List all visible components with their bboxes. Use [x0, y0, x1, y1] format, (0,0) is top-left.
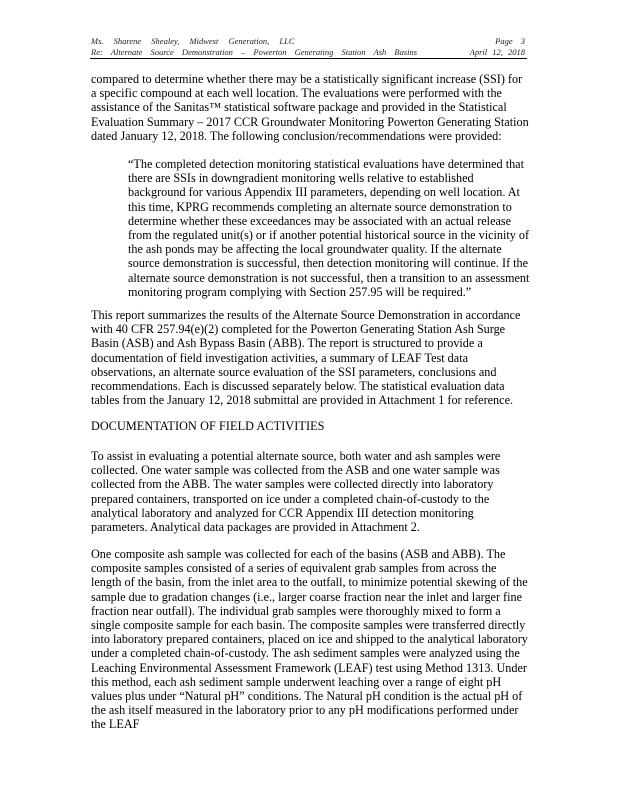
header-divider — [90, 58, 527, 59]
field-activities-paragraph: To assist in evaluating a potential alternate source, both water and ash samples were collected. One water sample was collected from the ASB and one water sample was collected from the ABB. The water samples were collected directly into laboratory prepared containers, transported on ice under a completed chain-of-custody to the analytical laboratory and analyzed for CCR Appendix III detection monitoring parameters. Analytical data packages are provided in Attachment 2. — [91, 449, 501, 535]
header-subject: Re: Alternate Source Demonstration – Powerton Generating Station Ash Basins — [91, 47, 418, 57]
section-heading-field-activities: DOCUMENTATION OF FIELD ACTIVITIES — [91, 419, 325, 433]
header-page-number: Page 3 — [495, 36, 525, 46]
intro-paragraph: compared to determine whether there may be a statistically significant increase (SSI) for a specific compound at each well location. The evaluations were performed with the assistance of the Sanitas™ statistical software package and provided in the Statistical Evaluation Summary – 2017 CCR Groundwater Monitoring Powerton Generating Station dated January 12, 2018. The following conclusion/recommendations were provided: — [91, 72, 529, 143]
header-addressee: Ms. Sharene Shealey, Midwest Generation, LLC — [91, 36, 295, 46]
conclusions-quote: “The completed detection monitoring statistical evaluations have determined that there are SSIs in downgradient monitoring wells relative to established background for various Appendix III parameters, depending on well location. At this time, KPRG recommends completing an alternate source demonstration to determine whether these exceedances may be associated with an actual release from the regulated unit(s) or if another potential historical source in the vicinity of the ash ponds may be affecting the local groundwater quality. If the alternate source demonstration is successful, then detection monitoring will continue. If the alternate source demonstration is not successful, then a transition to an assessment monitoring program complying with Section 257.95 will be required.” — [128, 157, 530, 299]
ash-samples-paragraph: One composite ash sample was collected for each of the basins (ASB and ABB). The composite samples consisted of a series of equivalent grab samples from across the length of the basin, from the inlet area to the outfall, to minimize potential skewing of the sample due to gradation changes (i.e., larger coarse fraction near the inlet and larger fine fraction near outfall). The individual grab samples were thoroughly mixed to form a single composite sample for each basin. The composite samples were transferred directly into laboratory prepared containers, placed on ice and shipped to the analytical laboratory under a completed chain-of-custody. The ash sediment samples were analyzed using the Leaching Environmental Assessment Framework (LEAF) test using Method 1313. Under this method, each ash sediment sample underwent leaching over a range of eight pH values plus under “Natural pH” conditions. The Natural pH condition is the actual pH of the ash itself measured in the laboratory prior to any pH modifications performed under the LEAF — [91, 547, 528, 732]
report-summary-paragraph: This report summarizes the results of the Alternate Source Demonstration in accordance with 40 CFR 257.94(e)(2) completed for the Powerton Generating Station Ash Surge Basin (ASB) and Ash Bypass Basin (ABB). The report is structured to provide a documentation of field investigation activities, a summary of LEAF Test data observations, an alternate source evaluation of the SSI parameters, conclusions and recommendations. Each is discussed separately below. The statistical evaluation data tables from the January 12, 2018 submittal are provided in Attachment 1 for reference. — [91, 308, 521, 408]
header-date: April 12, 2018 — [469, 47, 525, 57]
